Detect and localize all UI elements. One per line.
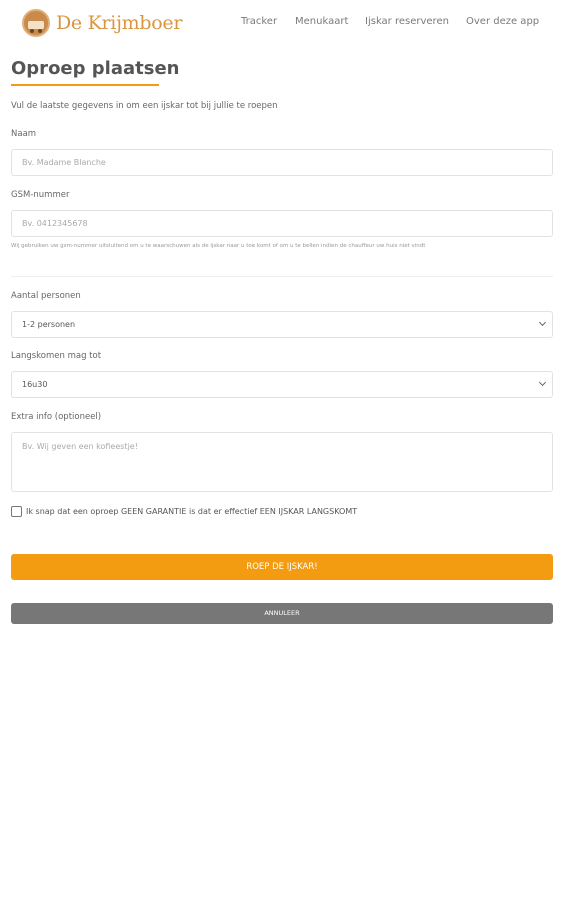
consent-text: Ik snap dat een oproep GEEN GARANTIE is dat er effectief EEN IJSKAR LANGSKOMT <box>26 506 358 516</box>
personen-label: Aantal personen <box>11 291 81 301</box>
gsm-input[interactable] <box>11 210 553 237</box>
chevron-down-icon <box>539 319 546 326</box>
tijd-label: Langskomen mag tot <box>11 351 102 361</box>
tijd-select[interactable] <box>11 371 553 398</box>
personen-value: 1-2 personen <box>22 320 76 329</box>
naam-placeholder: Bv. Madame Blanche <box>22 158 106 167</box>
nav-over-deze-app[interactable]: Over deze app <box>466 16 540 27</box>
page-title: Oproep plaatsen <box>11 58 180 79</box>
extra-textarea[interactable] <box>11 432 553 492</box>
naam-input[interactable] <box>11 149 553 176</box>
intro-text: Vul de laatste gegevens in om een ijskar tot bij jullie te roepen <box>11 101 278 111</box>
naam-label: Naam <box>11 129 37 139</box>
brand-logo[interactable] <box>22 9 182 37</box>
chevron-down-icon <box>539 379 546 386</box>
nav-menukaart[interactable]: Menukaart <box>295 16 349 27</box>
consent-row <box>11 504 357 518</box>
extra-placeholder: Bv. Wij geven een kofieestje! <box>22 442 138 451</box>
extra-label: Extra info (optioneel) <box>11 412 102 422</box>
divider <box>11 276 553 277</box>
annuleer-button[interactable]: ANNULEER <box>11 603 553 624</box>
title-underline <box>11 84 159 86</box>
navbar <box>0 0 563 46</box>
personen-select[interactable] <box>11 311 553 338</box>
gsm-label: GSM-nummer <box>11 190 70 200</box>
consent-checkbox[interactable] <box>11 506 22 517</box>
gsm-help-text: Wij gebruiken uw gsm-nummer uitsluitend om u te waarschuwen als de ijskar naar u toe komt of om u te bellen indien de chauffeur uw huis niet vindt <box>11 243 426 249</box>
ice-cream-truck-icon <box>22 9 50 37</box>
tijd-value: 16u30 <box>22 380 48 389</box>
brand-name: De Krijmboer <box>56 12 183 34</box>
gsm-placeholder: Bv. 0412345678 <box>22 219 88 228</box>
roep-ijskar-button[interactable]: ROEP DE IJSKAR! <box>11 554 553 580</box>
nav-tracker[interactable]: Tracker <box>241 16 278 27</box>
nav-ijskar-reserveren[interactable]: Ijskar reserveren <box>365 16 449 27</box>
